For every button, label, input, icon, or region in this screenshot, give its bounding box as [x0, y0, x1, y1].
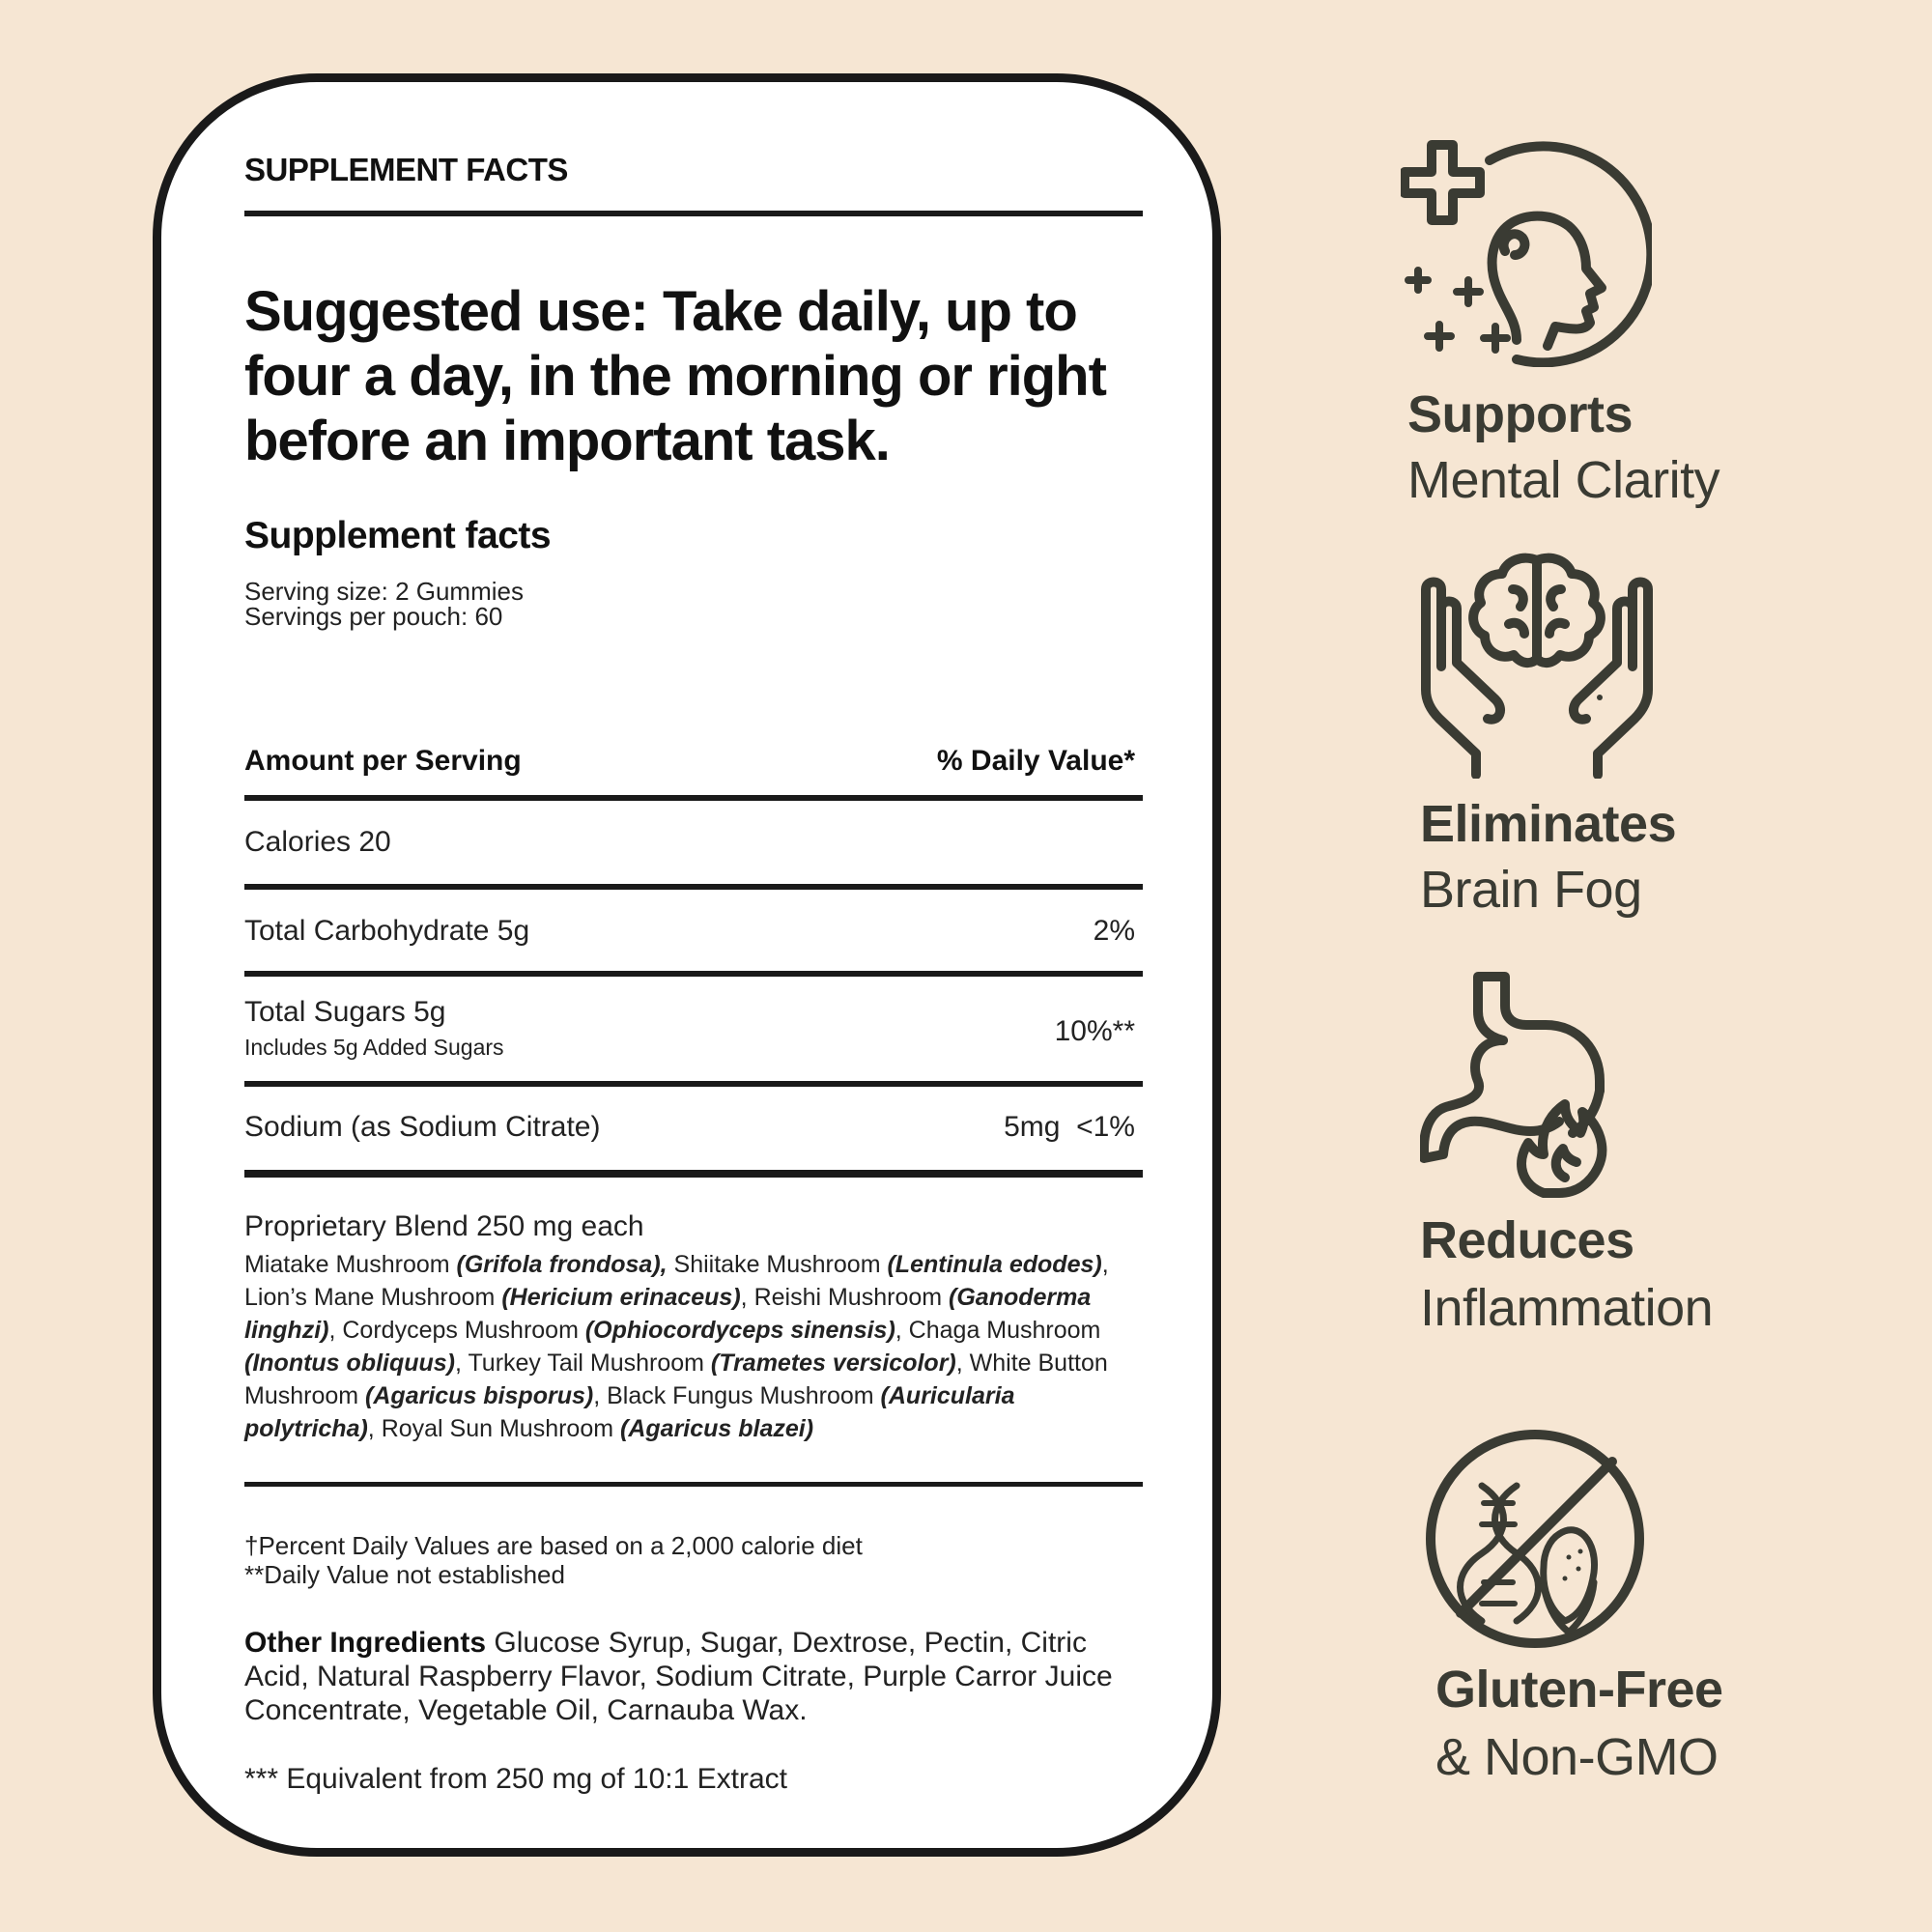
stomach-flame-icon [1420, 971, 1633, 1203]
species-name: (Agaricus bisporus) [365, 1382, 594, 1409]
blend-title: Proprietary Blend 250 mg each [244, 1210, 644, 1242]
species-name: (Ophiocordyceps sinensis) [584, 1317, 895, 1344]
feature-subtitle: Brain Fog [1420, 861, 1642, 919]
header-amount: Amount per Serving [244, 745, 522, 777]
other-ingredients-text: Glucose Syrup, Sugar, Dextrose, Pectin, Citric Acid, Natural Raspberry Flavor, Sodium Citrate, Purple Carror Juice Concentrate, Vegetable Oil, Carnauba Wax. [244, 1627, 1113, 1726]
row-sugars: Total Sugars 5g [244, 996, 446, 1028]
row-sodium: Sodium (as Sodium Citrate) [244, 1111, 601, 1143]
species-name: (Hericium erinaceus) [501, 1284, 741, 1311]
row-sodium-value: 5mg <1% [1004, 1111, 1135, 1143]
divider [244, 1170, 1143, 1178]
other-ingredients-label: Other Ingredients [244, 1627, 487, 1659]
row-calories: Calories 20 [244, 826, 391, 858]
divider [244, 971, 1143, 977]
ingredient-name: , White Button Mushroom [244, 1350, 1108, 1409]
equivalent-note: *** Equivalent from 250 mg of 10:1 Extract [244, 1763, 787, 1795]
footnote-dv: **Daily Value not established [244, 1560, 565, 1589]
supplement-facts-card [153, 73, 1221, 1857]
divider [244, 884, 1143, 890]
ingredient-name: , Black Fungus Mushroom [593, 1382, 881, 1409]
ingredient-name: Shiitake Mushroom [667, 1251, 888, 1278]
feature-title: Supports [1407, 385, 1633, 443]
feature-subtitle: Inflammation [1420, 1279, 1714, 1337]
head-plus-icon [1401, 135, 1652, 367]
species-name: (Lentinula edodes) [887, 1251, 1102, 1278]
row-sugars-sub: Includes 5g Added Sugars [244, 1035, 504, 1060]
serving-size: Serving size: 2 Gummies [244, 577, 524, 606]
species-name: (Trametes versicolor) [710, 1350, 956, 1377]
species-name: (Ganoderma linghzi) [244, 1284, 1092, 1344]
feature-subtitle: & Non-GMO [1435, 1728, 1719, 1786]
no-gmo-icon [1424, 1428, 1646, 1650]
divider [244, 211, 1143, 216]
feature-subtitle: Mental Clarity [1407, 451, 1720, 509]
species-name: (Inontus obliquus) [244, 1350, 456, 1377]
divider [244, 795, 1143, 801]
ingredient-name: , Reishi Mushroom [740, 1284, 950, 1311]
blend-ingredients [244, 1248, 1123, 1445]
servings-per-pouch: Servings per pouch: 60 [244, 602, 503, 631]
header-daily-value: % Daily Value* [936, 745, 1135, 777]
suggested-use: Suggested use: Take daily, up to four a day, in the morning or right before an important task. [244, 280, 1106, 472]
row-carbohydrate: Total Carbohydrate 5g [244, 915, 530, 947]
species-name: (Agaricus blazei) [620, 1415, 814, 1442]
ingredient-name: , Chaga Mushroom [895, 1317, 1101, 1344]
ingredient-name: , Cordyceps Mushroom [328, 1317, 585, 1344]
row-sugars-value: 10%** [1054, 1015, 1135, 1047]
footnote-percent: †Percent Daily Values are based on a 2,000 calorie diet [244, 1531, 863, 1560]
divider [244, 1081, 1143, 1087]
ingredient-name: Miatake Mushroom [244, 1251, 457, 1278]
ingredient-name: , Lion’s Mane Mushroom [244, 1251, 1109, 1311]
ingredient-name: , Turkey Tail Mushroom [455, 1350, 711, 1377]
feature-title: Gluten-Free [1435, 1661, 1723, 1719]
divider [244, 1482, 1143, 1487]
ingredient-name: , Royal Sun Mushroom [367, 1415, 621, 1442]
row-carbohydrate-value: 2% [1093, 915, 1135, 947]
hands-brain-icon [1416, 551, 1658, 779]
facts-title: Supplement facts [244, 515, 552, 556]
feature-title: Eliminates [1420, 795, 1677, 853]
species-name: (Auricularia polytricha) [244, 1382, 1015, 1442]
top-heading: SUPPLEMENT FACTS [244, 152, 568, 187]
species-name: (Grifola frondosa), [456, 1251, 668, 1278]
other-ingredients [244, 1626, 1143, 1727]
feature-title: Reduces [1420, 1211, 1634, 1269]
